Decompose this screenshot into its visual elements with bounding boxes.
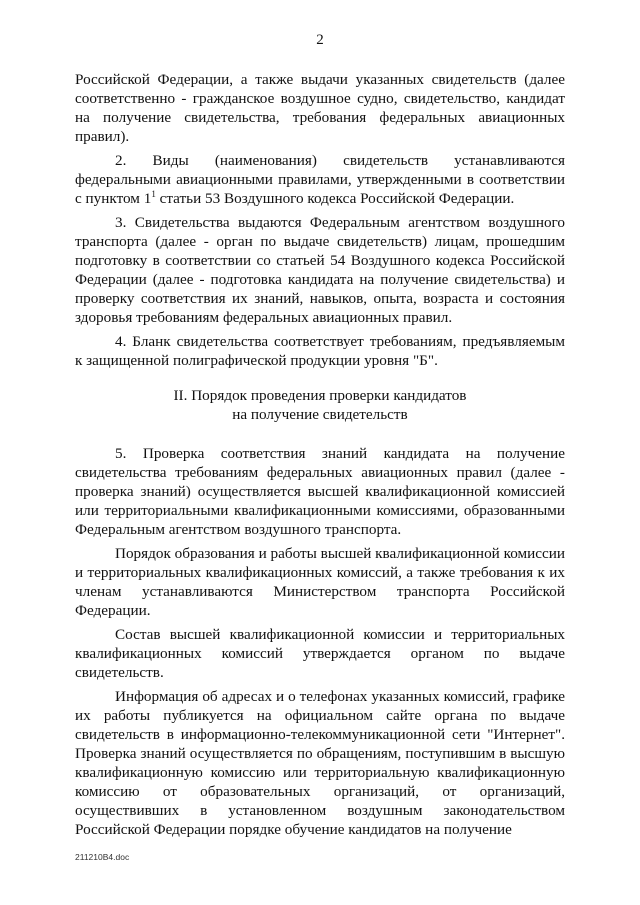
section-heading-line-2: на получение свидетельств [232,406,408,423]
body-text-top [75,70,565,844]
footer-file-code: 211210B4.doc [75,852,130,862]
paragraph-1-continuation: Российской Федерации, а также выдачи указанных свидетельств (далее соответственно - гражданское воздушное судно, свидетельство, кандидат на получение свидетельства, требования федеральных авиационных правил). [75,71,565,145]
paragraph-8: Информация об адресах и о телефонах указанных комиссий, графике их работы публикуется на официальном сайте органа по выдаче свидетельств в информационно-телекоммуникационной сети "Интернет". Проверка знаний осуществляется по обращениям, поступившим в высшую квалификационную комиссию или территориальную квалификационную комиссию от образовательных организаций, от организаций, осуществивших в установленном воздушным законодательством Российской Федерации порядке обучение кандидатов на получение [75,688,565,838]
paragraph-4: 4. Бланк свидетельства соответствует требованиям, предъявляемым к защищенной полиграфической продукции уровня "Б". [75,333,565,369]
paragraph-2-text-end: статьи 53 Воздушного кодекса Российской Федерации. [155,190,515,207]
page-number: 2 [316,32,324,48]
paragraph-6: Порядок образования и работы высшей квалификационной комиссии и территориальных квалификационных комиссий, а также требования к их членам устанавливаются Министерством транспорта Российской Федерации. [75,545,565,619]
paragraph-5: 5. Проверка соответствия знаний кандидата на получение свидетельства требованиям федеральных авиационных правил (далее - проверка знаний) осуществляется высшей квалификационной комиссией или территориальными квалификационными комиссиями, образованными Федеральным агентством воздушного транспорта. [75,445,565,538]
paragraph-7: Состав высшей квалификационной комиссии и территориальных квалификационных комиссий утверждается органом по выдаче свидетельств. [75,626,565,681]
section-heading-line-1: II. Порядок проведения проверки кандидатов [173,387,467,404]
paragraph-3: 3. Свидетельства выдаются Федеральным агентством воздушного транспорта (далее - орган по выдаче свидетельств) лицам, прошедшим подготовку в соответствии со статьей 54 Воздушного кодекса Российской Федерации (далее - подготовка кандидата на получение свидетельства) и проверку соответствия их знаний, навыков, опыта, возраста и состояния здоровья требованиям федеральных авиационных правил. [75,214,565,326]
paragraph-2 [75,151,565,208]
paragraph-2-text: 2. Виды (наименования) свидетельств устанавливаются федеральными авиационными правилами, утвержденными в соответствии с пунктом 1 [75,152,565,207]
paragraph-2-superscript: 1 [151,189,156,199]
section-heading [75,386,565,424]
